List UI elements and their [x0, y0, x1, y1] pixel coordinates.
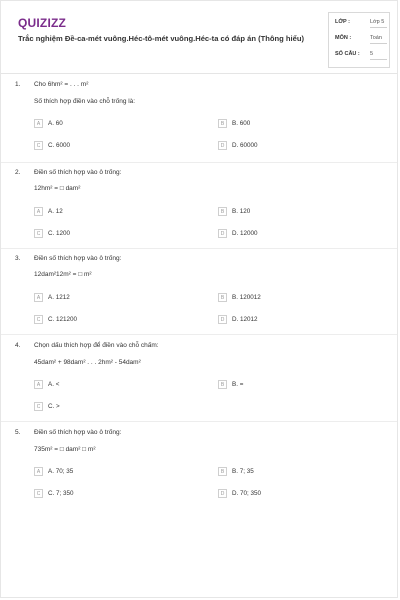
- option-b[interactable]: [218, 380, 358, 392]
- info-underline: [370, 43, 387, 44]
- option-letter-box: B: [218, 467, 227, 476]
- option-a[interactable]: [34, 467, 174, 479]
- question-text: Điền số thích hợp vào ô trống:: [34, 169, 122, 176]
- option-c[interactable]: [34, 402, 174, 414]
- option-letter-box: C: [34, 141, 43, 150]
- option-c[interactable]: [34, 315, 174, 327]
- option-letter-box: C: [34, 402, 43, 411]
- option-text: D. 70; 350: [232, 490, 262, 497]
- option-a[interactable]: [34, 293, 174, 305]
- option-letter-box: A: [34, 207, 43, 216]
- question-separator: [1, 248, 397, 249]
- option-text: A. 70; 35: [48, 468, 74, 475]
- option-letter-box: C: [34, 229, 43, 238]
- info-value: Toán: [370, 35, 382, 41]
- option-letter-box: D: [218, 489, 227, 498]
- option-letter-box: A: [34, 119, 43, 128]
- info-key: SỐ CÂU :: [335, 51, 360, 57]
- option-text: D. 12012: [232, 316, 258, 323]
- option-b[interactable]: [218, 293, 358, 305]
- question-text: Chọn dấu thích hợp để điền vào chỗ chấm:: [34, 342, 159, 349]
- option-a[interactable]: [34, 207, 174, 219]
- info-key: LỚP :: [335, 19, 350, 25]
- question-number: 3.: [15, 255, 21, 262]
- info-underline: [370, 27, 387, 28]
- info-value: Lớp 5: [370, 19, 385, 25]
- option-text: D. 60000: [232, 142, 258, 149]
- option-d[interactable]: [218, 315, 358, 327]
- option-a[interactable]: [34, 119, 174, 131]
- option-text: C. 6000: [48, 142, 71, 149]
- question-subtext: 12hm² = □ dam²: [34, 185, 81, 192]
- option-text: A. 12: [48, 208, 63, 215]
- question-text: Cho 6hm² = . . . m²: [34, 81, 89, 88]
- option-letter-box: A: [34, 380, 43, 389]
- option-b[interactable]: [218, 119, 358, 131]
- question-number: 2.: [15, 169, 21, 176]
- option-letter-box: B: [218, 207, 227, 216]
- option-letter-box: D: [218, 141, 227, 150]
- option-text: A. 60: [48, 120, 63, 127]
- worksheet-title: Trắc nghiệm Đề-ca-mét vuông.Héc-tô-mét vuông.Héc-ta có đáp án (Thông hiểu): [18, 34, 305, 43]
- question-text: Điền số thích hợp vào ô trống:: [34, 429, 122, 436]
- option-d[interactable]: [218, 229, 358, 241]
- option-letter-box: C: [34, 489, 43, 498]
- question-number: 1.: [15, 81, 21, 88]
- quizizz-logo: QUIZIZZ: [18, 16, 67, 30]
- option-text: B. 7; 35: [232, 468, 254, 475]
- info-box: [328, 12, 390, 68]
- info-row-subject: [335, 35, 387, 47]
- question-subtext: Số thích hợp điền vào chỗ trống là:: [34, 98, 136, 105]
- question-subtext: 45dam² + 98dam² . . . 2hm² - 54dam²: [34, 359, 141, 366]
- question-subtext: 735m² = □ dam² □ m²: [34, 446, 96, 453]
- option-c[interactable]: [34, 229, 174, 241]
- option-text: B. =: [232, 381, 244, 388]
- option-letter-box: B: [218, 119, 227, 128]
- header-divider: [1, 73, 397, 74]
- option-d[interactable]: [218, 141, 358, 153]
- option-a[interactable]: [34, 380, 174, 392]
- option-text: B. 120012: [232, 294, 261, 301]
- option-letter-box: A: [34, 293, 43, 302]
- question-text: Điền số thích hợp vào ô trống:: [34, 255, 122, 262]
- option-text: A. <: [48, 381, 60, 388]
- question-subtext: 12dam²12m² = □ m²: [34, 271, 92, 278]
- info-value: 5: [370, 51, 374, 57]
- option-c[interactable]: [34, 489, 174, 501]
- option-letter-box: D: [218, 315, 227, 324]
- info-row-count: [335, 51, 387, 63]
- info-row-class: [335, 19, 387, 31]
- option-text: C. 1200: [48, 230, 71, 237]
- option-text: C. >: [48, 403, 60, 410]
- option-letter-box: C: [34, 315, 43, 324]
- option-text: C. 121200: [48, 316, 78, 323]
- question-separator: [1, 334, 397, 335]
- option-b[interactable]: [218, 207, 358, 219]
- option-b[interactable]: [218, 467, 358, 479]
- option-text: D. 12000: [232, 230, 258, 237]
- option-d[interactable]: [218, 489, 358, 501]
- option-text: B. 120: [232, 208, 251, 215]
- option-c[interactable]: [34, 141, 174, 153]
- option-letter-box: B: [218, 380, 227, 389]
- option-letter-box: A: [34, 467, 43, 476]
- question-separator: [1, 162, 397, 163]
- option-text: B. 600: [232, 120, 251, 127]
- info-key: MÔN :: [335, 35, 352, 41]
- option-text: C. 7; 350: [48, 490, 74, 497]
- option-letter-box: D: [218, 229, 227, 238]
- info-underline: [370, 59, 387, 60]
- question-number: 4.: [15, 342, 21, 349]
- option-text: A. 1212: [48, 294, 70, 301]
- question-number: 5.: [15, 429, 21, 436]
- question-separator: [1, 421, 397, 422]
- option-letter-box: B: [218, 293, 227, 302]
